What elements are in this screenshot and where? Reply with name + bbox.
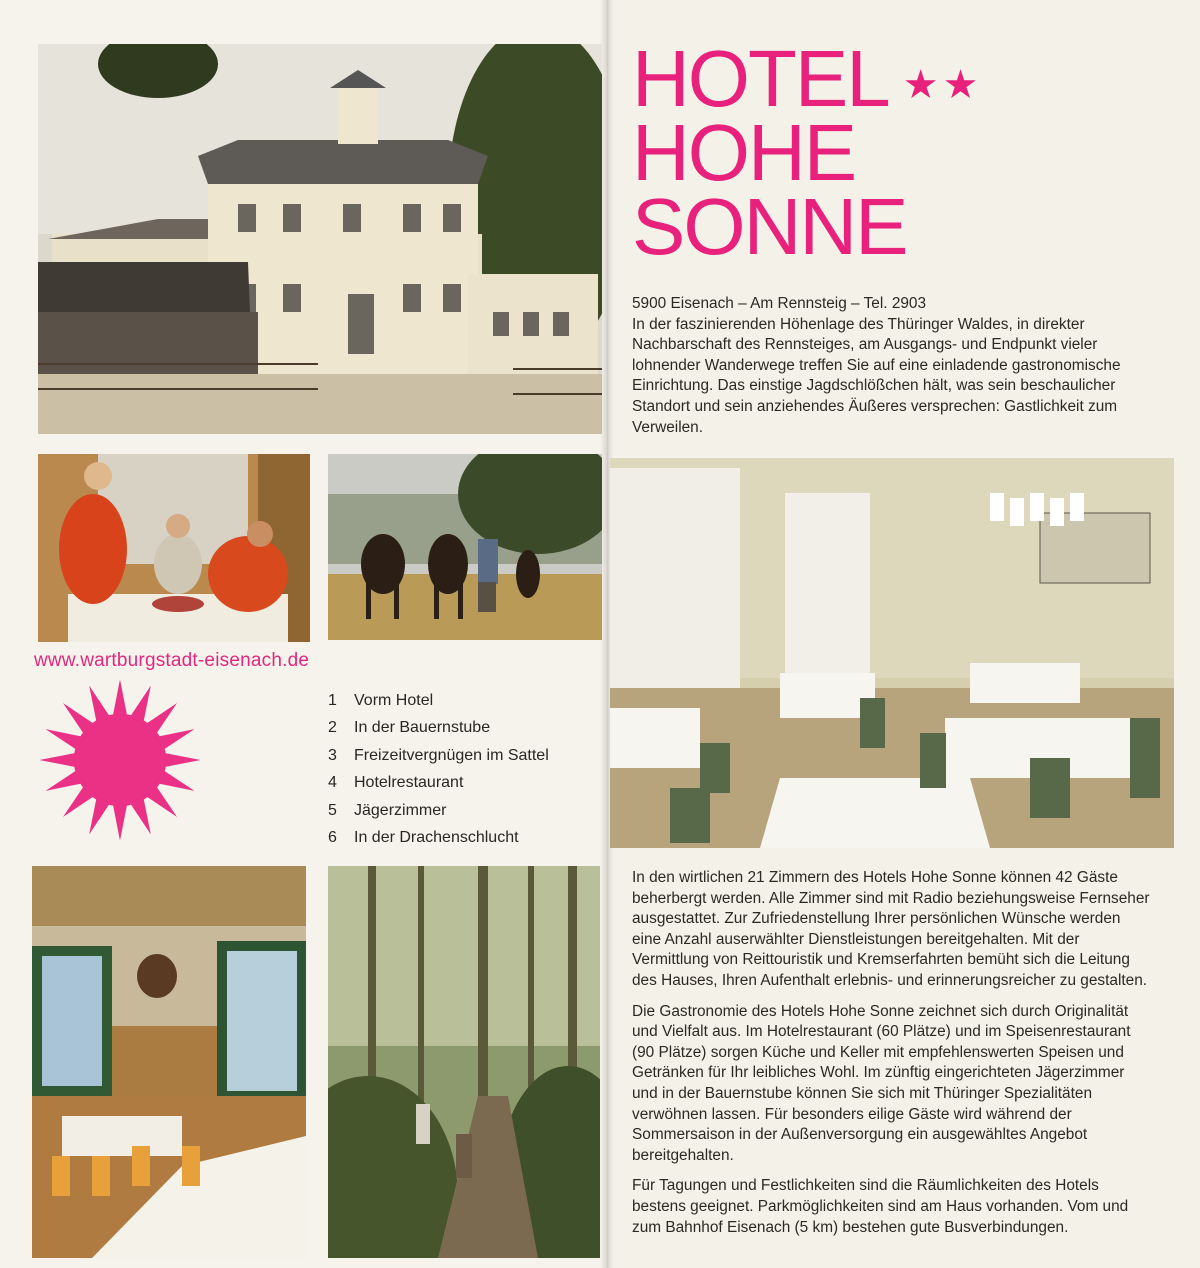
intro-paragraph: In der faszinierenden Höhenlage des Thüringer Waldes, in direkter Nachbarschaft des Rennsteiges, am Ausgangs- und Endpunkt vieler lohnender Wanderwege treffen Sie auf eine einladende gastronomische Einrichtung. Das einstige Jagdschlößchen hält, was sein beschaulicher Standort und sein anziehendes Äußeres versprechen: Gastlichkeit zum Verweilen.: [632, 315, 1121, 436]
title-line-1: HOTEL: [632, 34, 889, 123]
photo-captions: [328, 687, 549, 851]
photo-hotel-exterior: [38, 44, 602, 434]
caption-item: 2 In der Bauernstube: [328, 719, 491, 737]
rating-stars: ★★: [902, 63, 983, 107]
address-line: 5900 Eisenach – Am Rennsteig – Tel. 2903: [632, 295, 927, 312]
photo-bauernstube: [38, 454, 310, 642]
paragraph-gastronomy: Die Gastronomie des Hotels Hohe Sonne zeichnet sich durch Originalität und Vielfalt aus. Im Hotelrestaurant (60 Plätze) und im Speisenrestaurant (90 Plätze) sorgen Küche und Keller mit empfehlenswerten Speisen und Getränken für Ihr leibliches Wohl. Im zünftig eingerichteten Jägerzimmer und in der Bauernstube können Sie sich mit Thüringer Spezialitäten verwöhnen lassen. Für besonders eilige Gäste wird während der Sommersaison in der Außenversorgung ein ausgewähltes Angebot bereitgehalten.: [632, 1002, 1131, 1164]
photo-drachenschlucht: [328, 866, 600, 1258]
sun-logo-icon: [36, 676, 204, 844]
caption-item: 1 Vorm Hotel: [328, 692, 434, 709]
photo-jaegerzimmer: [32, 866, 306, 1258]
caption-item: 4 Hotelrestaurant: [328, 774, 464, 792]
intro-block: [632, 294, 1152, 438]
paragraph-events: Für Tagungen und Festlichkeiten sind die Räumlichkeiten des Hotels bestens geeignet. Parkmöglichkeiten sind am Haus vorhanden. Vom und zum Bahnhof Eisenach (5 km) bestehen gute Busverbindungen.: [632, 1177, 1129, 1236]
title-line-3: SONNE: [632, 182, 907, 271]
website-url[interactable]: www.wartburgstadt-eisenach.de: [34, 650, 310, 671]
hotel-title: [632, 34, 983, 271]
photo-hotelrestaurant: [610, 458, 1174, 848]
photo-riding: [328, 454, 602, 640]
caption-item: 3 Freizeitvergnügen im Sattel: [328, 746, 549, 764]
paragraph-rooms: In den wirtlichen 21 Zimmern des Hotels Hohe Sonne können 42 Gäste beherbergt werden. Alle Zimmer sind mit Radio beziehungsweise Fernseher ausgestattet. Zur Zufriedenstellung Ihrer persönlichen Wünsche werden eine Anzahl auserwählter Dienstleistungen bereitgehalten. Mit der Vermittlung von Reittouristik und Kremserfahrten bemüht sich die Leitung des Hauses, Ihren Aufenthalt erlebnis- und erinnerungsreicher zu gestalten.: [632, 869, 1150, 989]
body-text: [632, 868, 1152, 1248]
caption-item: 5 Jägerzimmer: [328, 801, 447, 819]
caption-item: 6 In der Drachenschlucht: [328, 829, 519, 847]
title-line-2: HOHE: [632, 108, 856, 197]
